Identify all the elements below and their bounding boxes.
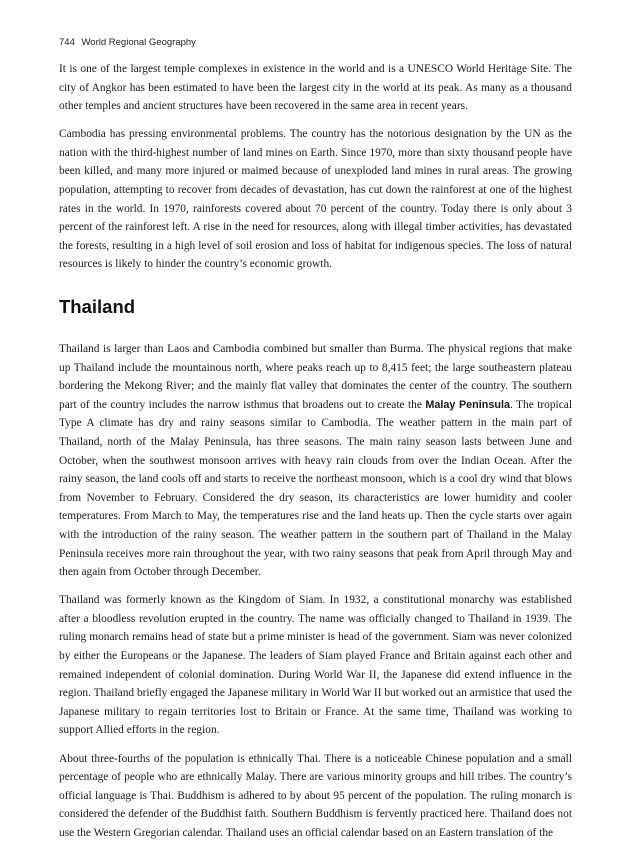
paragraph-thailand-history: Thailand was formerly known as the Kingdom of Siam. In 1932, a constitutional monarchy was established after a bloodless revolution erupted in the country. The name was officially changed to Thailand in 1939. The ruling monarch remains head of state but a prime minister is head of the government. Siam was never colonized by either the Europeans or the Japanese. The leaders of Siam played France and Britain against each other and remained independent of colonial domination. During World War II, the Japanese did extend influence in the region. Thailand briefly engaged the Japanese military in World War II but worked out an armistice that used the Japanese military to regain territories lost to Britain or France. At the same time, Thailand was working to support Allied efforts in the region. xyxy=(59,594,572,737)
page-number: 744 xyxy=(59,37,75,48)
section-heading-thailand: Thailand xyxy=(59,296,136,318)
book-title: World Regional Geography xyxy=(81,37,196,48)
paragraph-thailand-population: About three-fourths of the population is ethnically Thai. There is a noticeable Chinese population and a small percentage of people who are ethnically Malay. There are various minority groups and hill tribes. The country’s official language is Thai. Buddhism is adhered to by about 95 percent of the population. The ruling monarch is considered the defender of the Buddhist faith. Southern Buddhism is fervently practiced here. Thailand does not use the Western Gregorian calendar. Thailand uses an official calendar based on an Eastern translation of the xyxy=(59,752,572,839)
paragraph-cambodia-environment: Cambodia has pressing environmental problems. The country has the notorious designation by the UN as the nation with the third-highest number of land mines on Earth. Since 1970, more than sixty thousand people have been killed, and many more injured or maimed because of unexploded land mines in rural areas. The growing population, attempting to recover from decades of devastation, has cut down the rainforest at one of the highest rates in the world. In 1970, rainforests covered about 70 percent of the country. Today there is only about 3 percent of the rainforest left. A rise in the need for resources, along with illegal timber activities, has devastated the forests, resulting in a high level of soil erosion and loss of habitat for indigenous species. The loss of natural resources is likely to hinder the country’s economic growth. xyxy=(59,128,572,271)
running-header xyxy=(59,36,572,50)
key-term-malay-peninsula: Malay Peninsula xyxy=(425,398,510,411)
paragraph-thailand-geography xyxy=(59,340,572,582)
document-page xyxy=(59,36,572,852)
paragraph-angkor: It is one of the largest temple complexes in existence in the world and is a UNESCO World Heritage Site. The city of Angkor has been estimated to have been the largest city in the world at its peak. As many as a thousand other temples and ancient structures have been recovered in the same area in recent years. xyxy=(59,63,572,113)
paragraph-text: . The tropical Type A climate has dry and rainy seasons similar to Cambodia. The weather pattern in the main part of Thailand, north of the Malay Peninsula, has three seasons. The main rainy season lasts between June and October, when the southwest monsoon arrives with heavy rain clouds from over the Indian Ocean. After the rainy season, the land cools off and starts to receive the northeast monsoon, which is a cool dry wind that blows from November to February. Considered the dry season, its characteristics are lower humidity and cooler temperatures. From March to May, the temperatures rise and the land heats up. Then the cycle starts over again with the introduction of the rainy season. The weather pattern in the southern part of Thailand in the Malay Peninsula receives more rain throughout the year, with two rainy seasons that peak from April through May and then again from October through December. xyxy=(59,398,572,579)
paragraph-text: Thailand is larger than Laos and Cambodia combined but smaller than Burma. The physical regions that make up Thailand include the mountainous north, where peaks reach up to 8,415 feet; the large southeastern plateau bordering the Mekong River; and the mainly flat valley that dominates the center of the country. The southern part of the country includes the narrow isthmus that broadens out to create the xyxy=(59,343,572,411)
